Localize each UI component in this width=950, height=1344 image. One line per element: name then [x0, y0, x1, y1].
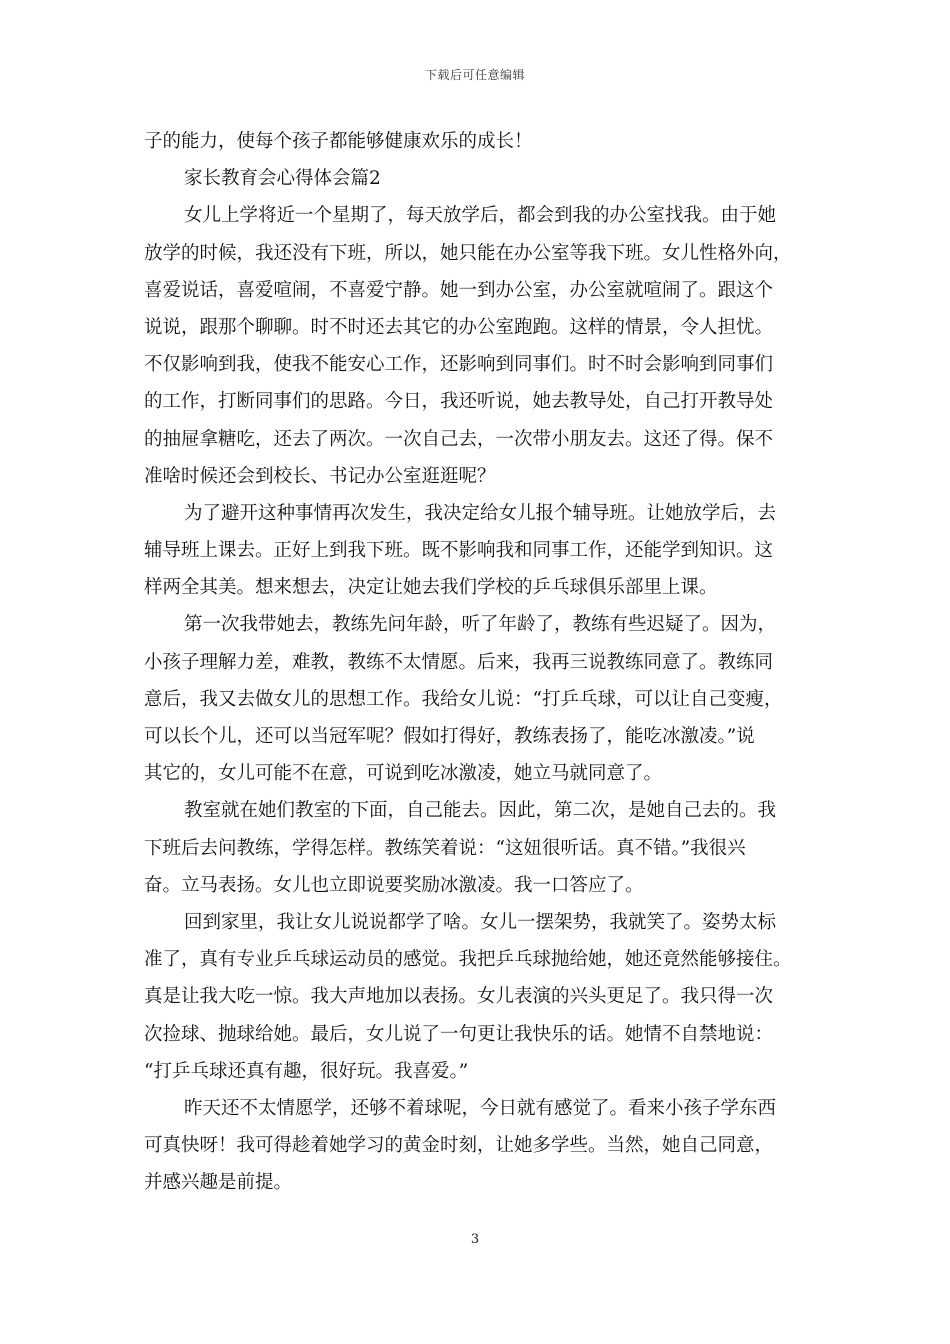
- document-body: [144, 123, 812, 1201]
- body-line: 说说，跟那个聊聊。时不时还去其它的办公室跑跑。这样的情景，令人担忧。: [144, 316, 774, 338]
- body-line: 的抽屉拿糖吃，还去了两次。一次自己去，一次带小朋友去。这还了得。保不: [144, 428, 774, 450]
- body-line: 回到家里，我让女儿说说都学了啥。女儿一摆架势，我就笑了。姿势太标: [184, 911, 777, 933]
- body-line: 下班后去问教练，学得怎样。教练笑着说：“这妞很听话。真不错。”我很兴: [144, 837, 746, 859]
- body-line: “打乒乓球还真有趣，很好玩。我喜爱。”: [144, 1060, 469, 1082]
- body-line: 可以长个儿，还可以当冠军呢？假如打得好，教练表扬了，能吃冰激凌。”说: [144, 726, 755, 747]
- body-line: 小孩子理解力差，难教，教练不太情愿。后来，我再三说教练同意了。教练同: [144, 651, 774, 673]
- body-line: 辅导班上课去。正好上到我下班。既不影响我和同事工作，还能学到知识。这: [144, 540, 774, 562]
- body-line: 子的能力，使每个孩子都能够健康欢乐的成长！: [144, 131, 533, 152]
- body-line: 次捡球、抛球给她。最后，女儿说了一句更让我快乐的话。她情不自禁地说：: [144, 1023, 774, 1045]
- body-line: 教室就在她们教室的下面，自己能去。因此，第二次，是她自己去的。我: [184, 800, 777, 822]
- section-heading: 家长教育会心得体会篇2: [184, 168, 381, 190]
- body-line: 第一次我带她去，教练先问年龄，听了年龄了，教练有些迟疑了。因为，: [184, 614, 777, 636]
- body-line: 昨天还不太情愿学，还够不着球呢，今日就有感觉了。看来小孩子学东西: [184, 1097, 777, 1119]
- body-line: 的工作，打断同事们的思路。今日，我还听说，她去教导处，自己打开教导处: [144, 391, 774, 413]
- body-line: 喜爱说话，喜爱喧闹，不喜爱宁静。她一到办公室，办公室就喧闹了。跟这个: [144, 279, 774, 301]
- body-line: 奋。立马表扬。女儿也立即说要奖励冰激凌。我一口答应了。: [144, 874, 644, 896]
- body-line: 意后，我又去做女儿的思想工作。我给女儿说：“打乒乓球，可以让自己变瘦，: [144, 688, 783, 710]
- body-line: 为了避开这种事情再次发生，我决定给女儿报个辅导班。让她放学后，去: [184, 502, 777, 524]
- body-line: 女儿上学将近一个星期了，每天放学后，都会到我的办公室找我。由于她: [184, 205, 777, 227]
- body-line: 可真快呀！我可得趁着她学习的黄金时刻，让她多学些。当然，她自己同意，: [144, 1135, 774, 1157]
- body-line: 其它的，女儿可能不在意，可说到吃冰激凌，她立马就同意了。: [144, 763, 663, 785]
- body-line: 放学的时候，我还没有下班，所以，她只能在办公室等我下班。女儿性格外向，: [144, 242, 792, 264]
- body-line: 样两全其美。想来想去，决定让她去我们学校的乒乓球俱乐部里上课。: [144, 577, 718, 599]
- body-line: 不仅影响到我，使我不能安心工作，还影响到同事们。时不时会影响到同事们: [144, 354, 774, 376]
- body-line: 准啥时候还会到校长、书记办公室逛逛呢？: [144, 465, 496, 487]
- body-line: 并感兴趣是前提。: [144, 1172, 293, 1194]
- body-line: 准了，真有专业乒乓球运动员的感觉。我把乒乓球抛给她，她还竟然能够接住。: [144, 949, 792, 971]
- body-line: 真是让我大吃一惊。我大声地加以表扬。女儿表演的兴头更足了。我只得一次: [144, 986, 774, 1008]
- page-number: 3: [470, 1232, 480, 1247]
- header-note: 下载后可任意编辑: [424, 68, 525, 82]
